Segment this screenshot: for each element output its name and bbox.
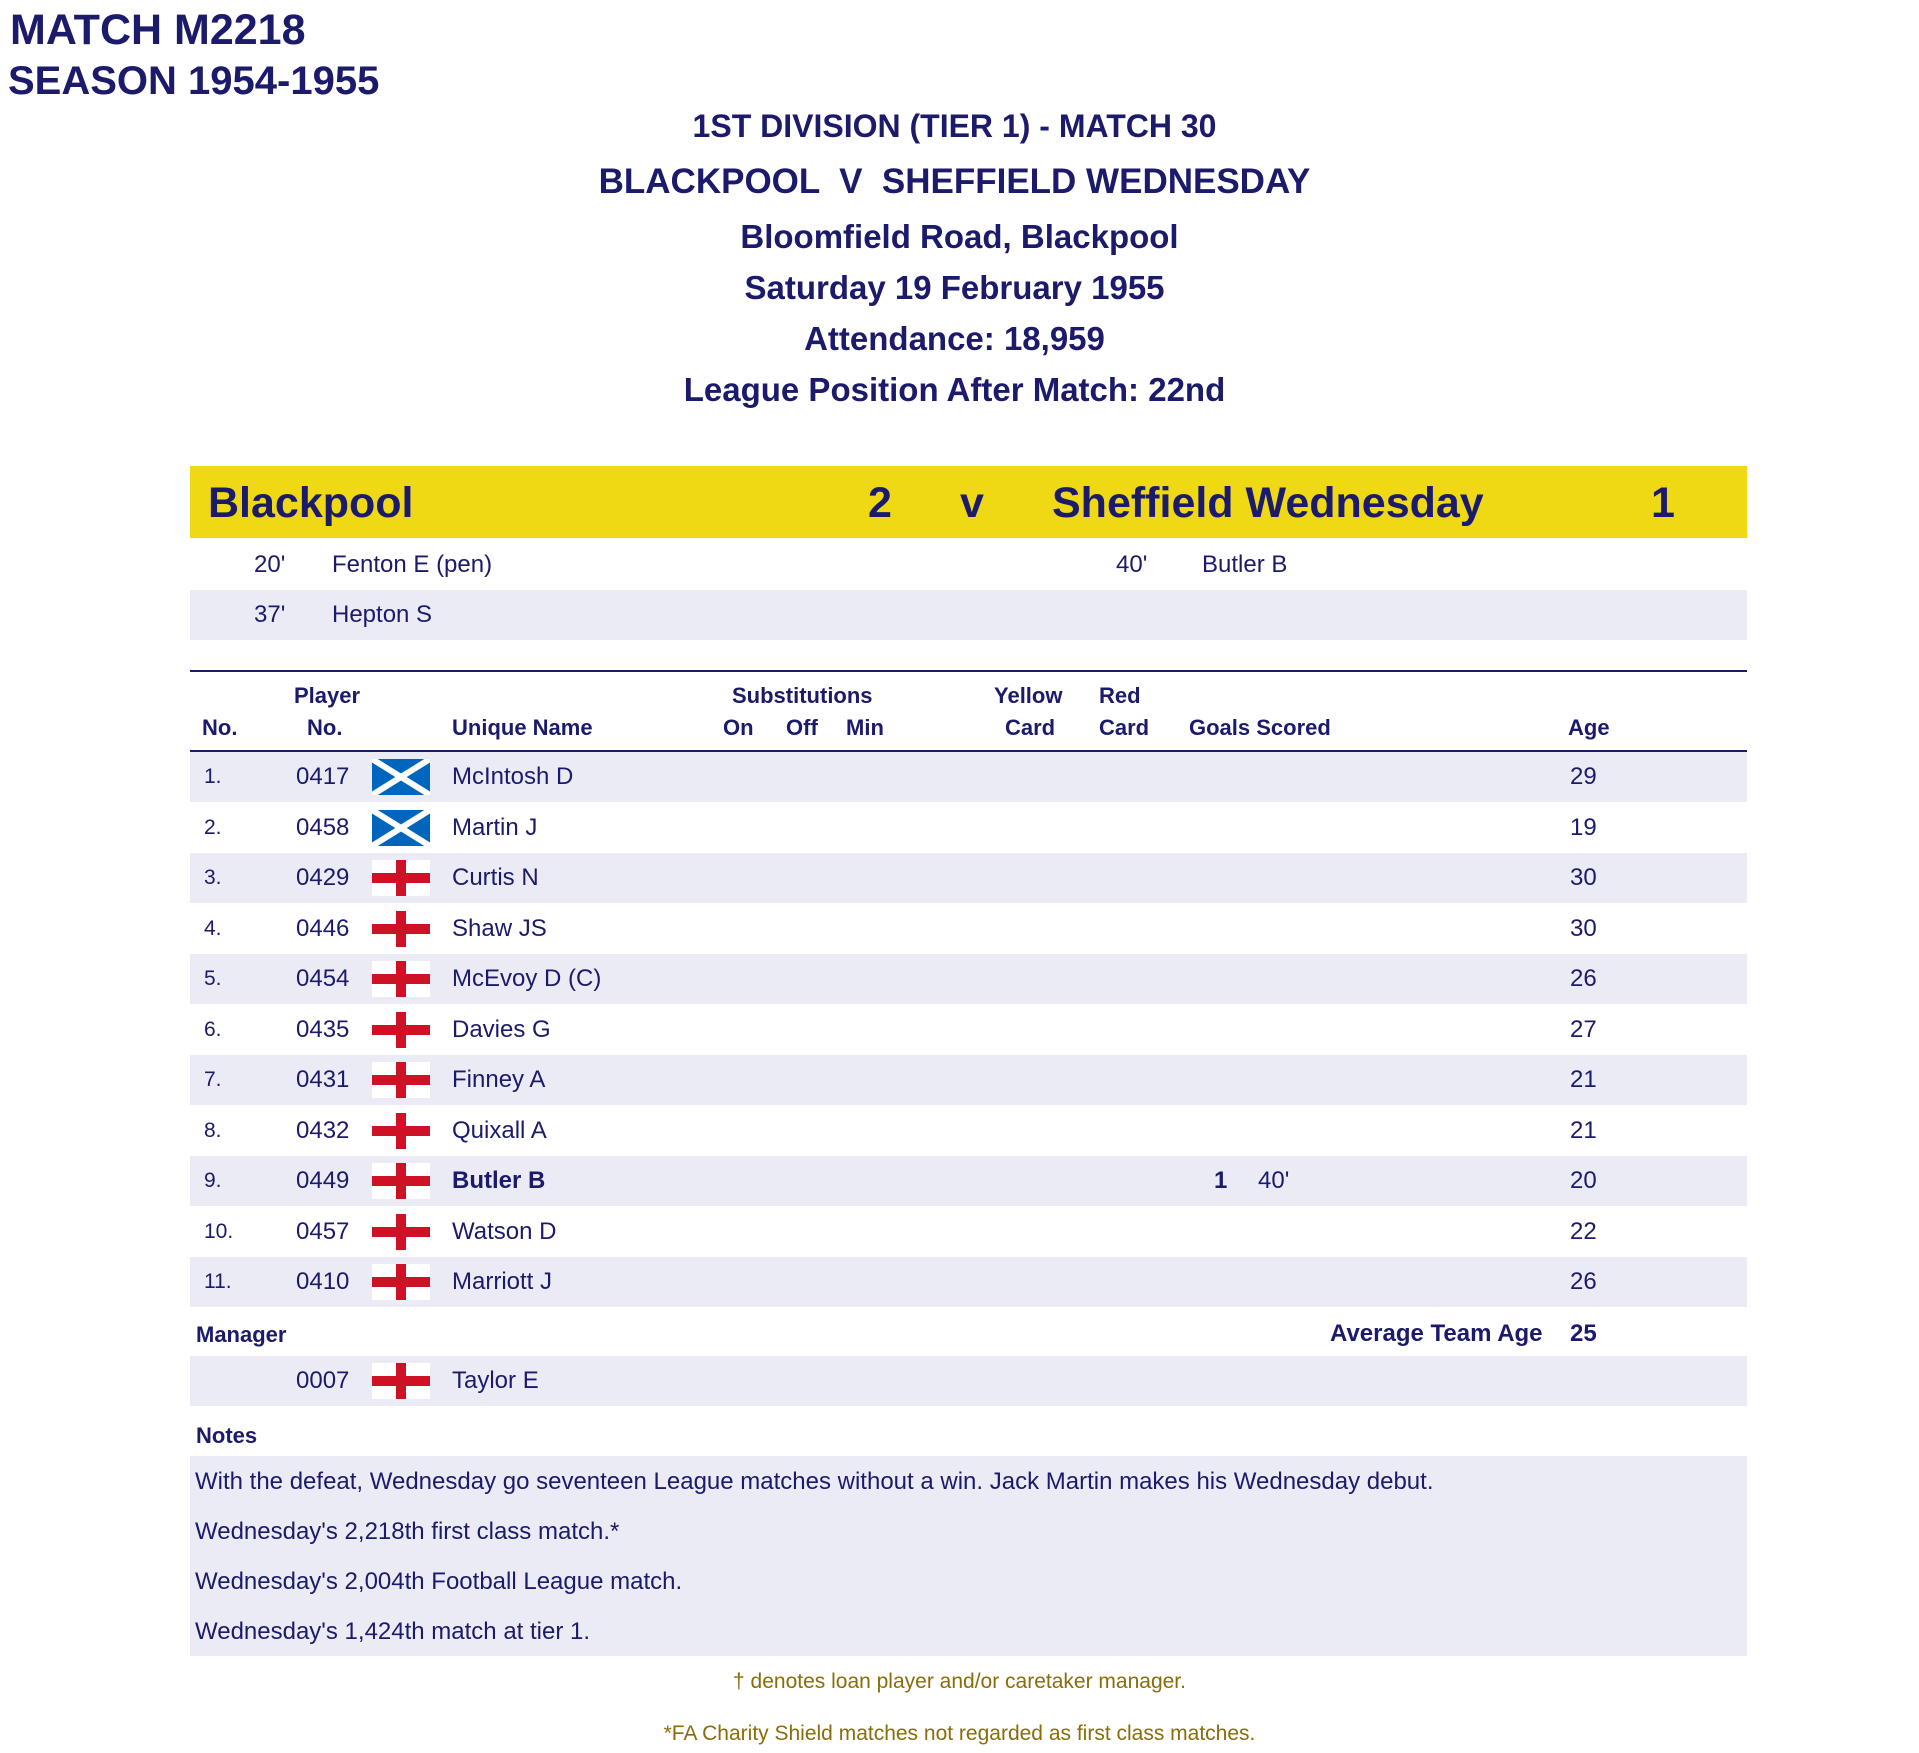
header-min: Min xyxy=(846,715,884,740)
scotland-flag-icon xyxy=(372,810,430,846)
average-age-label: Average Team Age xyxy=(1330,1320,1543,1347)
notes-label: Notes xyxy=(196,1423,258,1448)
squad-number: 10. xyxy=(204,1219,234,1243)
header-age: Age xyxy=(1568,715,1610,740)
header-player-no: No. xyxy=(307,715,343,740)
header-player: Player xyxy=(294,683,361,708)
squad-number: 1. xyxy=(204,765,222,788)
squad-number: 8. xyxy=(204,1118,222,1142)
squad-number: 3. xyxy=(204,866,222,889)
player-age: 19 xyxy=(1570,813,1597,841)
note-line: Wednesday's 2,218th first class match.* xyxy=(195,1518,620,1545)
player-number: 0417 xyxy=(296,763,350,790)
player-number: 0435 xyxy=(296,1015,350,1043)
away-goal-minute: 40' xyxy=(1116,551,1148,578)
player-row xyxy=(190,954,1747,1004)
manager-label: Manager xyxy=(196,1322,287,1347)
scotland-flag-icon xyxy=(372,759,430,795)
player-name: Curtis N xyxy=(452,864,539,891)
away-goal-scorer: Butler B xyxy=(1202,551,1288,578)
goal-minute: 40' xyxy=(1258,1167,1290,1194)
fixture-title: BLACKPOOL V SHEFFIELD WEDNESDAY xyxy=(598,162,1311,201)
player-age: 30 xyxy=(1570,914,1597,942)
player-number: 0429 xyxy=(296,864,350,891)
score-bar xyxy=(190,466,1747,538)
england-flag-icon xyxy=(372,961,430,997)
player-age: 22 xyxy=(1570,1217,1597,1245)
header-unique-name: Unique Name xyxy=(452,715,593,740)
header-no: No. xyxy=(202,715,238,740)
note-line: Wednesday's 1,424th match at tier 1. xyxy=(195,1618,591,1645)
home-goal-minute: 20' xyxy=(254,551,286,578)
england-flag-icon xyxy=(372,1214,430,1250)
manager-player-no: 0007 xyxy=(296,1367,350,1394)
player-name: Quixall A xyxy=(452,1116,547,1144)
england-flag-icon xyxy=(372,1163,430,1199)
player-name: Davies G xyxy=(452,1015,551,1043)
squad-number: 5. xyxy=(204,967,222,990)
england-flag-icon xyxy=(372,860,430,896)
average-age-value: 25 xyxy=(1570,1320,1597,1347)
player-row xyxy=(190,1156,1747,1206)
header-red-card: Card xyxy=(1099,715,1150,740)
header-off: Off xyxy=(786,715,818,740)
player-number: 0458 xyxy=(296,813,350,841)
away-team: Sheffield Wednesday xyxy=(1052,479,1484,527)
player-number: 0457 xyxy=(296,1217,350,1245)
player-row xyxy=(190,752,1747,802)
squad-number: 6. xyxy=(204,1017,222,1041)
header-yellow: Yellow xyxy=(994,683,1063,708)
player-age: 26 xyxy=(1570,965,1597,992)
header-goals-scored: Goals Scored xyxy=(1189,715,1331,740)
player-number: 0410 xyxy=(296,1268,350,1295)
header-substitutions: Substitutions xyxy=(732,683,873,708)
footnote-loan: † denotes loan player and/or caretaker manager. xyxy=(733,1670,1186,1693)
division-title: 1ST DIVISION (TIER 1) - MATCH 30 xyxy=(692,108,1217,144)
player-name: Shaw JS xyxy=(452,914,547,942)
player-name: McEvoy D (C) xyxy=(452,965,602,992)
attendance: Attendance: 18,959 xyxy=(804,320,1105,357)
season: SEASON 1954-1955 xyxy=(8,59,380,103)
england-flag-icon xyxy=(372,911,430,947)
header-yellow-card: Card xyxy=(1005,715,1056,740)
player-name: Martin J xyxy=(452,813,538,841)
home-score: 2 xyxy=(868,479,892,527)
player-age: 27 xyxy=(1570,1015,1597,1043)
player-age: 30 xyxy=(1570,864,1597,891)
player-name: Watson D xyxy=(452,1217,557,1245)
player-row xyxy=(190,853,1747,903)
player-name: McIntosh D xyxy=(452,763,574,790)
goal-row xyxy=(190,590,1747,640)
player-number: 0449 xyxy=(296,1167,350,1194)
note-line: Wednesday's 2,004th Football League match. xyxy=(195,1568,683,1595)
goals-count: 1 xyxy=(1214,1167,1228,1194)
manager-name: Taylor E xyxy=(452,1367,539,1394)
player-row xyxy=(190,1257,1747,1307)
player-name: Butler B xyxy=(452,1167,546,1194)
player-row xyxy=(190,1005,1747,1055)
home-goal-minute: 37' xyxy=(254,601,286,628)
manager-row xyxy=(190,1356,1747,1406)
england-flag-icon xyxy=(372,1363,430,1399)
squad-number: 9. xyxy=(204,1169,222,1192)
footnote-charity-shield: *FA Charity Shield matches not regarded as first class matches. xyxy=(663,1722,1256,1745)
player-age: 26 xyxy=(1570,1268,1597,1295)
player-number: 0454 xyxy=(296,965,350,992)
versus: v xyxy=(960,479,984,527)
player-number: 0431 xyxy=(296,1066,350,1093)
england-flag-icon xyxy=(372,1012,430,1048)
player-age: 21 xyxy=(1570,1066,1597,1093)
home-team: Blackpool xyxy=(208,479,414,527)
england-flag-icon xyxy=(372,1113,430,1149)
player-number: 0446 xyxy=(296,914,350,942)
header-red: Red xyxy=(1099,683,1141,708)
england-flag-icon xyxy=(372,1062,430,1098)
england-flag-icon xyxy=(372,1264,430,1300)
goal-row xyxy=(190,540,1747,590)
squad-number: 11. xyxy=(204,1270,232,1293)
player-row xyxy=(190,803,1747,853)
player-name: Finney A xyxy=(452,1066,546,1093)
player-row xyxy=(190,1106,1747,1156)
match-date: Saturday 19 February 1955 xyxy=(744,269,1165,306)
player-row xyxy=(190,1207,1747,1257)
player-age: 20 xyxy=(1570,1167,1597,1194)
header-on: On xyxy=(723,715,754,740)
home-goal-scorer: Hepton S xyxy=(332,601,433,628)
player-row xyxy=(190,904,1747,954)
squad-number: 4. xyxy=(204,916,222,940)
venue: Bloomfield Road, Blackpool xyxy=(740,218,1179,255)
league-position: League Position After Match: 22nd xyxy=(683,371,1226,408)
table-top-rule xyxy=(190,670,1747,672)
player-age: 29 xyxy=(1570,763,1597,790)
match-id: MATCH M2218 xyxy=(10,6,306,54)
player-name: Marriott J xyxy=(452,1268,553,1295)
player-row xyxy=(190,1055,1747,1105)
player-number: 0432 xyxy=(296,1116,350,1144)
player-age: 21 xyxy=(1570,1116,1597,1144)
note-line: With the defeat, Wednesday go seventeen League matches without a win. Jack Martin makes his Wednesday debut. xyxy=(195,1468,1434,1495)
squad-number: 2. xyxy=(204,815,222,839)
away-score: 1 xyxy=(1651,479,1675,527)
home-goal-scorer: Fenton E (pen) xyxy=(332,551,493,578)
squad-number: 7. xyxy=(204,1068,222,1091)
